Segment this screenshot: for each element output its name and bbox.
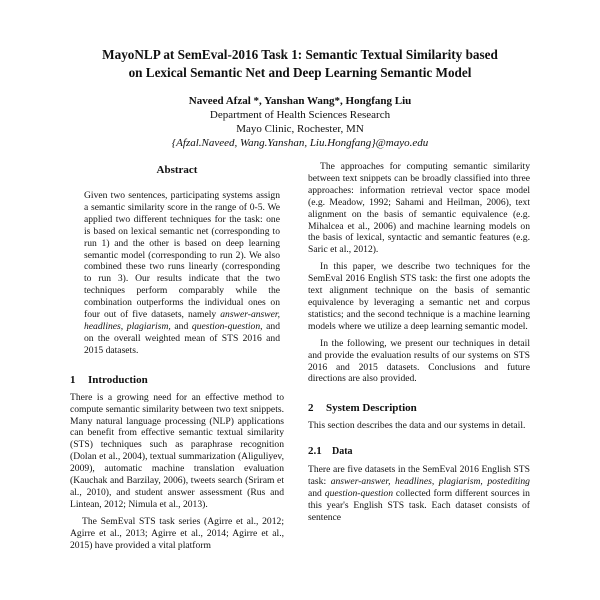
subsection-heading-data <box>308 444 530 459</box>
data-text-b: and <box>308 488 325 500</box>
right-paragraph-3: In the following, we present our techniques in detail and provide the evaluation results of our systems on STS 2016 and 2015 datasets. Conclusions and future directions are also provided. <box>308 337 530 385</box>
title-line-1: MayoNLP at SemEval-2016 Task 1: Semantic Textual Similarity based <box>102 47 498 62</box>
left-column <box>70 164 284 551</box>
section-number: 1 <box>70 373 76 386</box>
intro-paragraph-1: There is a growing need for an effective method to compute semantic similarity between two text snippets. Many natural language processing (NLP) applications can benefit from effective semantic textual similarity (STS) techniques such as paraphrase recognition (Dolan et al., 2004), textual summarization (Aliguliyev, 2009), automatic machine translation evaluation (Kauchak and Barzilay, 2006), tweets search (Sriram et al., 2010), and student answer assessment (Rus and Lintean, 2012; Nimula et al., 2013). <box>70 391 284 510</box>
section-number: 2 <box>308 402 314 415</box>
subsection-title: Data <box>332 446 353 458</box>
right-paragraph-1: The approaches for computing semantic similarity between text snippets can be broadly classified into three approaches: information retrieval vector space model (e.g. Meadow, 1992; Sahami and Heilman, 2006), text alignment on the basis of semantic equivalence (e.g. Mihalcea et al., 2006) and machine learning models on the basis of lexical, syntactic and semantic features (e.g. Saric et al., 2012). <box>308 161 530 256</box>
abstract-heading: Abstract <box>156 164 198 176</box>
right-paragraph-2: In this paper, we describe two techniques for the SemEval 2016 English STS task: the first one adopts the text alignment technique on the basis of semantic equivalence by leveraging a semantic net and corpus statistics; and the second technique is a machine learning models where we utilize a deep learning semantic model. <box>308 261 530 332</box>
institution: Mayo Clinic, Rochester, MN <box>236 123 364 135</box>
data-paragraph-1 <box>308 464 530 524</box>
author-block <box>60 94 540 150</box>
abstract-datasets-italic: answer-answer, headlines, plagiarism, <box>84 309 280 332</box>
title-line-2: on Lexical Semantic Net and Deep Learning Semantic Model <box>128 65 472 80</box>
section-title: System Description <box>326 402 417 415</box>
abstract-and: and <box>170 320 192 332</box>
data-text-c: collected form different sources in this year's English STS task. Each dataset consists of sentence <box>308 488 530 523</box>
department: Department of Health Sciences Research <box>209 109 391 121</box>
subsection-number: 2.1 <box>308 445 322 458</box>
section-heading-system-description <box>308 401 530 415</box>
data-text-a: There are five datasets in the SemEval 2016 English STS task: <box>308 464 530 488</box>
data-datasets-italic-2: question-question <box>324 488 393 500</box>
system-paragraph-1: This section describes the data and our systems in detail. <box>308 420 526 432</box>
data-datasets-italic: answer-answer, headlines, plagiarism, postediting <box>330 476 530 488</box>
author-names: Naveed Afzal *, Yanshan Wang*, Hongfang Liu <box>188 95 412 107</box>
author-emails: {Afzal.Naveed, Wang.Yanshan, Liu.Hongfang}@mayo.edu <box>171 137 429 149</box>
abstract-text <box>84 190 280 357</box>
right-column <box>308 161 530 524</box>
section-title: Introduction <box>88 373 148 386</box>
intro-paragraph-2: The SemEval STS task series (Agirre et al., 2012; Agirre et al., 2013; Agirre et al., 2014; Agirre et al., 2015) have provided a vital platform <box>70 515 284 551</box>
abstract-text-part2: , and on the overall weighted mean of STS 2016 and 2015 datasets. <box>84 320 281 356</box>
section-heading-introduction <box>70 373 284 387</box>
paper-title <box>40 46 560 82</box>
abstract-datasets-italic-2: question-question <box>191 320 261 332</box>
abstract-text-part1: Given two sentences, participating systems assign a semantic similarity score in the range of 0-5. We applied two different techniques for the task: one is based on lexical semantic net (corresponding to run 1) and the other is based on deep learning semantic model (corresponding to run 2). We also combined these two runs linearly (corresponding to run 3). Our results indicate that the two techniques perform comparably while the combination outperforms the individual ones on four out of five datasets, namely <box>84 190 280 321</box>
